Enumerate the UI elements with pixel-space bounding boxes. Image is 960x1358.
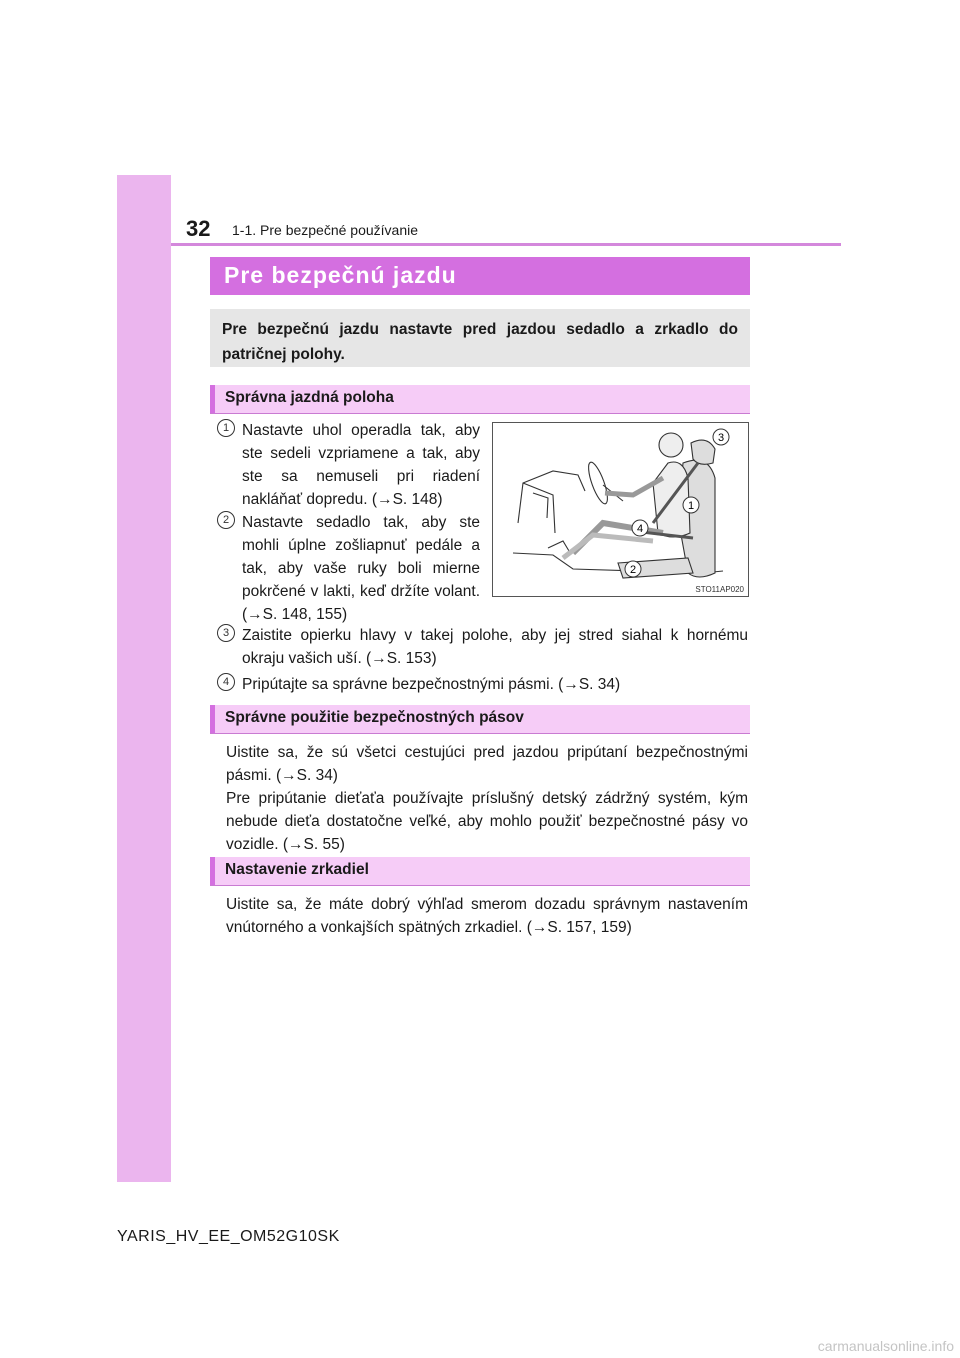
driver-head: [659, 433, 683, 457]
item-text-seat-position: Nastavte sedadlo tak, aby ste mohli úplne zošliapnuť pedále a tak, aby vaše ruky boli mierne pokrčené v lakti, keď držíte volant. (→S. 148, 155): [242, 514, 480, 623]
page-title: Pre bezpečnú jazdu: [224, 262, 457, 288]
callout-label: 1: [687, 500, 695, 512]
section-heading-seatbelt-use: [210, 705, 750, 734]
paragraph-mirrors: Uistite sa, že máte dobrý výhľad smerom dozadu správnym nastavením vnútorného a vonkajších spätných zrkadiel. (→S. 157, 159): [226, 896, 748, 936]
item-number-badge: 4: [217, 673, 235, 691]
header-divider: [171, 243, 841, 246]
callout-label: 3: [717, 432, 725, 444]
page-title-banner: [210, 257, 750, 295]
figure-code: STO11AP020: [695, 585, 744, 594]
steering-wheel: [585, 460, 611, 505]
item-text-seatbelt: Pripútajte sa správne bezpečnostnými pásmi. (→S. 34): [242, 676, 621, 693]
site-watermark: carmanualsonline.info: [817, 1338, 954, 1354]
item-number-badge: 3: [217, 624, 235, 642]
item-number-badge: 2: [217, 511, 235, 529]
item-text-headrest: Zaistite opierku hlavy v takej polohe, aby jej stred siahal k hornému okraju vašich uší. (→S. 153): [242, 627, 748, 667]
driving-position-illustration: [492, 422, 749, 597]
dashboard-line: [518, 471, 585, 523]
side-thumb-strip: [117, 175, 171, 1182]
section-heading-driving-position: [210, 385, 750, 414]
document-code-footer: YARIS_HV_EE_OM52G10SK: [117, 1228, 340, 1245]
page-number: 32: [186, 216, 211, 241]
paragraph-passengers-belted: Uistite sa, že sú všetci cestujúci pred jazdou pripútaní bezpečnostnými pásmi. (→S. 34): [226, 744, 748, 784]
headrest: [691, 440, 715, 464]
item-number-badge: 1: [217, 419, 235, 437]
callout-label: 2: [629, 564, 637, 576]
callout-label: 4: [636, 523, 644, 535]
intro-text: Pre bezpečnú jazdu nastavte pred jazdou sedadlo a zrkadlo do patričnej polohy.: [222, 321, 738, 363]
chapter-title: 1-1. Pre bezpečné používanie: [232, 222, 419, 238]
intro-box: [210, 309, 750, 367]
section-heading-mirrors: [210, 857, 750, 886]
section-heading-text: Správne použitie bezpečnostných pásov: [225, 709, 524, 726]
item-text-seatback: Nastavte uhol operadla tak, aby ste sedeli vzpriamene a tak, aby ste sa nemuseli pri riadení nakláňať dopredu. (→S. 148): [242, 422, 480, 508]
section-heading-text: Správna jazdná poloha: [225, 389, 394, 406]
section-heading-text: Nastavenie zrkadiel: [225, 861, 369, 878]
driver-seat-diagram: [493, 423, 748, 596]
paragraph-child-restraint: Pre pripútanie dieťaťa používajte príslušný detský zádržný systém, kým nebude dieťa dostatočne veľké, aby mohlo použiť bezpečnostné pásy vo vozidle. (→S. 55): [226, 790, 748, 853]
